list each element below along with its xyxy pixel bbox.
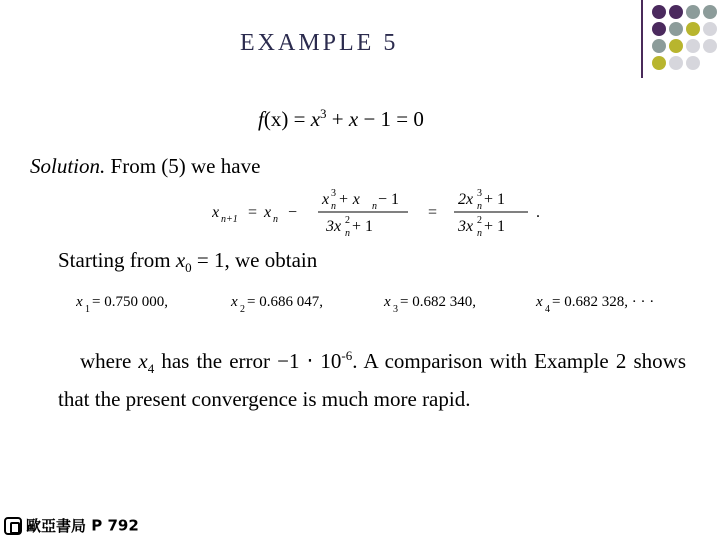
decor-dot bbox=[652, 39, 666, 53]
nf-den2-end: + 1 bbox=[484, 218, 506, 235]
nf-den1: 3x bbox=[326, 218, 342, 235]
solution-text: From (5) we have bbox=[105, 154, 261, 178]
eq-equals: = bbox=[288, 107, 311, 131]
para-part2: has the error −1 ‧ 10 bbox=[154, 349, 342, 373]
iter-x4-sub: 4 bbox=[545, 304, 550, 315]
iter-x1-value: = 0.750 000, bbox=[92, 294, 168, 310]
decor-dot bbox=[703, 5, 717, 19]
newton-formula bbox=[212, 184, 552, 240]
decor-dot bbox=[669, 39, 683, 53]
solution-line bbox=[30, 154, 260, 179]
decor-dot bbox=[686, 5, 700, 19]
eq-f: f bbox=[258, 107, 264, 131]
para-part1: where bbox=[80, 349, 139, 373]
nf-num1-sub: n bbox=[331, 201, 336, 212]
decor-dot bbox=[652, 5, 666, 19]
solution-label: Solution. bbox=[30, 154, 106, 178]
para-x: x bbox=[138, 349, 148, 373]
decor-dot bbox=[686, 39, 700, 53]
nf-minus: − bbox=[288, 204, 298, 221]
nf-num1-sup: 3 bbox=[331, 188, 336, 199]
iter-x4-var: x bbox=[536, 294, 543, 310]
iter-x4 bbox=[535, 294, 654, 315]
nf-num2: 2x bbox=[458, 191, 474, 208]
decor-dot bbox=[669, 22, 683, 36]
iter-x3-var: x bbox=[384, 294, 391, 310]
iter-x3-sub: 3 bbox=[393, 304, 398, 315]
start-after: = 1, we obtain bbox=[191, 248, 318, 272]
decor-dot-grid bbox=[650, 3, 720, 75]
eq-rest: − 1 = 0 bbox=[358, 107, 424, 131]
eq-x2: x bbox=[348, 107, 359, 131]
iter-x3-value: = 0.682 340, bbox=[400, 294, 476, 310]
nf-xn: x bbox=[264, 204, 272, 221]
decor-dot bbox=[669, 5, 683, 19]
iteration-values bbox=[76, 290, 696, 320]
equation bbox=[258, 106, 424, 132]
slide-title: EXAMPLE 5 bbox=[240, 30, 399, 56]
iter-x4-value: = 0.682 328, · · · bbox=[552, 294, 655, 310]
decor-dot bbox=[669, 56, 683, 70]
iter-x1-var: x bbox=[76, 294, 83, 310]
nf-den1-sub: n bbox=[345, 228, 350, 239]
iter-x2 bbox=[230, 294, 323, 315]
nf-den1-end: + 1 bbox=[352, 218, 374, 235]
eq-x: x bbox=[310, 107, 321, 131]
iter-x2-var: x bbox=[231, 294, 238, 310]
start-before: Starting from bbox=[58, 248, 176, 272]
start-sub: 0 bbox=[185, 260, 192, 276]
start-x: x bbox=[175, 248, 186, 272]
publisher-name: 歐亞書局 bbox=[26, 517, 87, 535]
iter-x2-value: = 0.686 047, bbox=[247, 294, 323, 310]
nf-num1-rest: + x bbox=[338, 191, 360, 208]
nf-den1-sup: 2 bbox=[345, 215, 350, 226]
start-line bbox=[58, 248, 317, 276]
decor-dot bbox=[652, 56, 666, 70]
nf-eq2: = bbox=[428, 204, 438, 221]
iter-x3 bbox=[383, 294, 476, 315]
decor-dot bbox=[652, 22, 666, 36]
nf-num1-sub2: n bbox=[372, 201, 377, 212]
nf-num1-end: − 1 bbox=[378, 191, 400, 208]
iter-x1-sub: 1 bbox=[85, 304, 90, 315]
iter-x2-sub: 2 bbox=[240, 304, 245, 315]
nf-num2-sub: n bbox=[477, 201, 482, 212]
nf-den2: 3x bbox=[458, 218, 474, 235]
nf-num1: x bbox=[322, 191, 330, 208]
decor-dot bbox=[703, 22, 717, 36]
para-part3: . A comparison with Example 2 shows that the present convergence is much more rapid. bbox=[58, 349, 686, 412]
nf-num2-end: + 1 bbox=[484, 191, 506, 208]
conclusion-paragraph bbox=[58, 340, 686, 415]
para-sub: 4 bbox=[147, 361, 155, 377]
eq-exp: 3 bbox=[320, 106, 327, 121]
nf-eq: = bbox=[248, 204, 258, 221]
nf-lhs-sub: n+1 bbox=[221, 214, 238, 225]
nf-period: . bbox=[536, 204, 540, 221]
footer bbox=[4, 515, 139, 539]
eq-plus: + bbox=[326, 107, 349, 131]
decor-dot bbox=[703, 39, 717, 53]
nf-den2-sup: 2 bbox=[477, 215, 482, 226]
nf-lhs: x bbox=[212, 204, 220, 221]
nf-num2-sup: 3 bbox=[477, 188, 482, 199]
decor-vertical-line bbox=[641, 0, 643, 78]
eq-x-arg: (x) bbox=[263, 107, 289, 131]
decor-dot bbox=[686, 56, 700, 70]
nf-xn-sub: n bbox=[273, 214, 278, 225]
publisher-logo-icon bbox=[4, 517, 22, 535]
iter-x1 bbox=[76, 294, 168, 315]
decor-dot bbox=[686, 22, 700, 36]
para-sup: -6 bbox=[341, 348, 353, 363]
page-number: P 792 bbox=[91, 516, 139, 535]
nf-den2-sub: n bbox=[477, 228, 482, 239]
